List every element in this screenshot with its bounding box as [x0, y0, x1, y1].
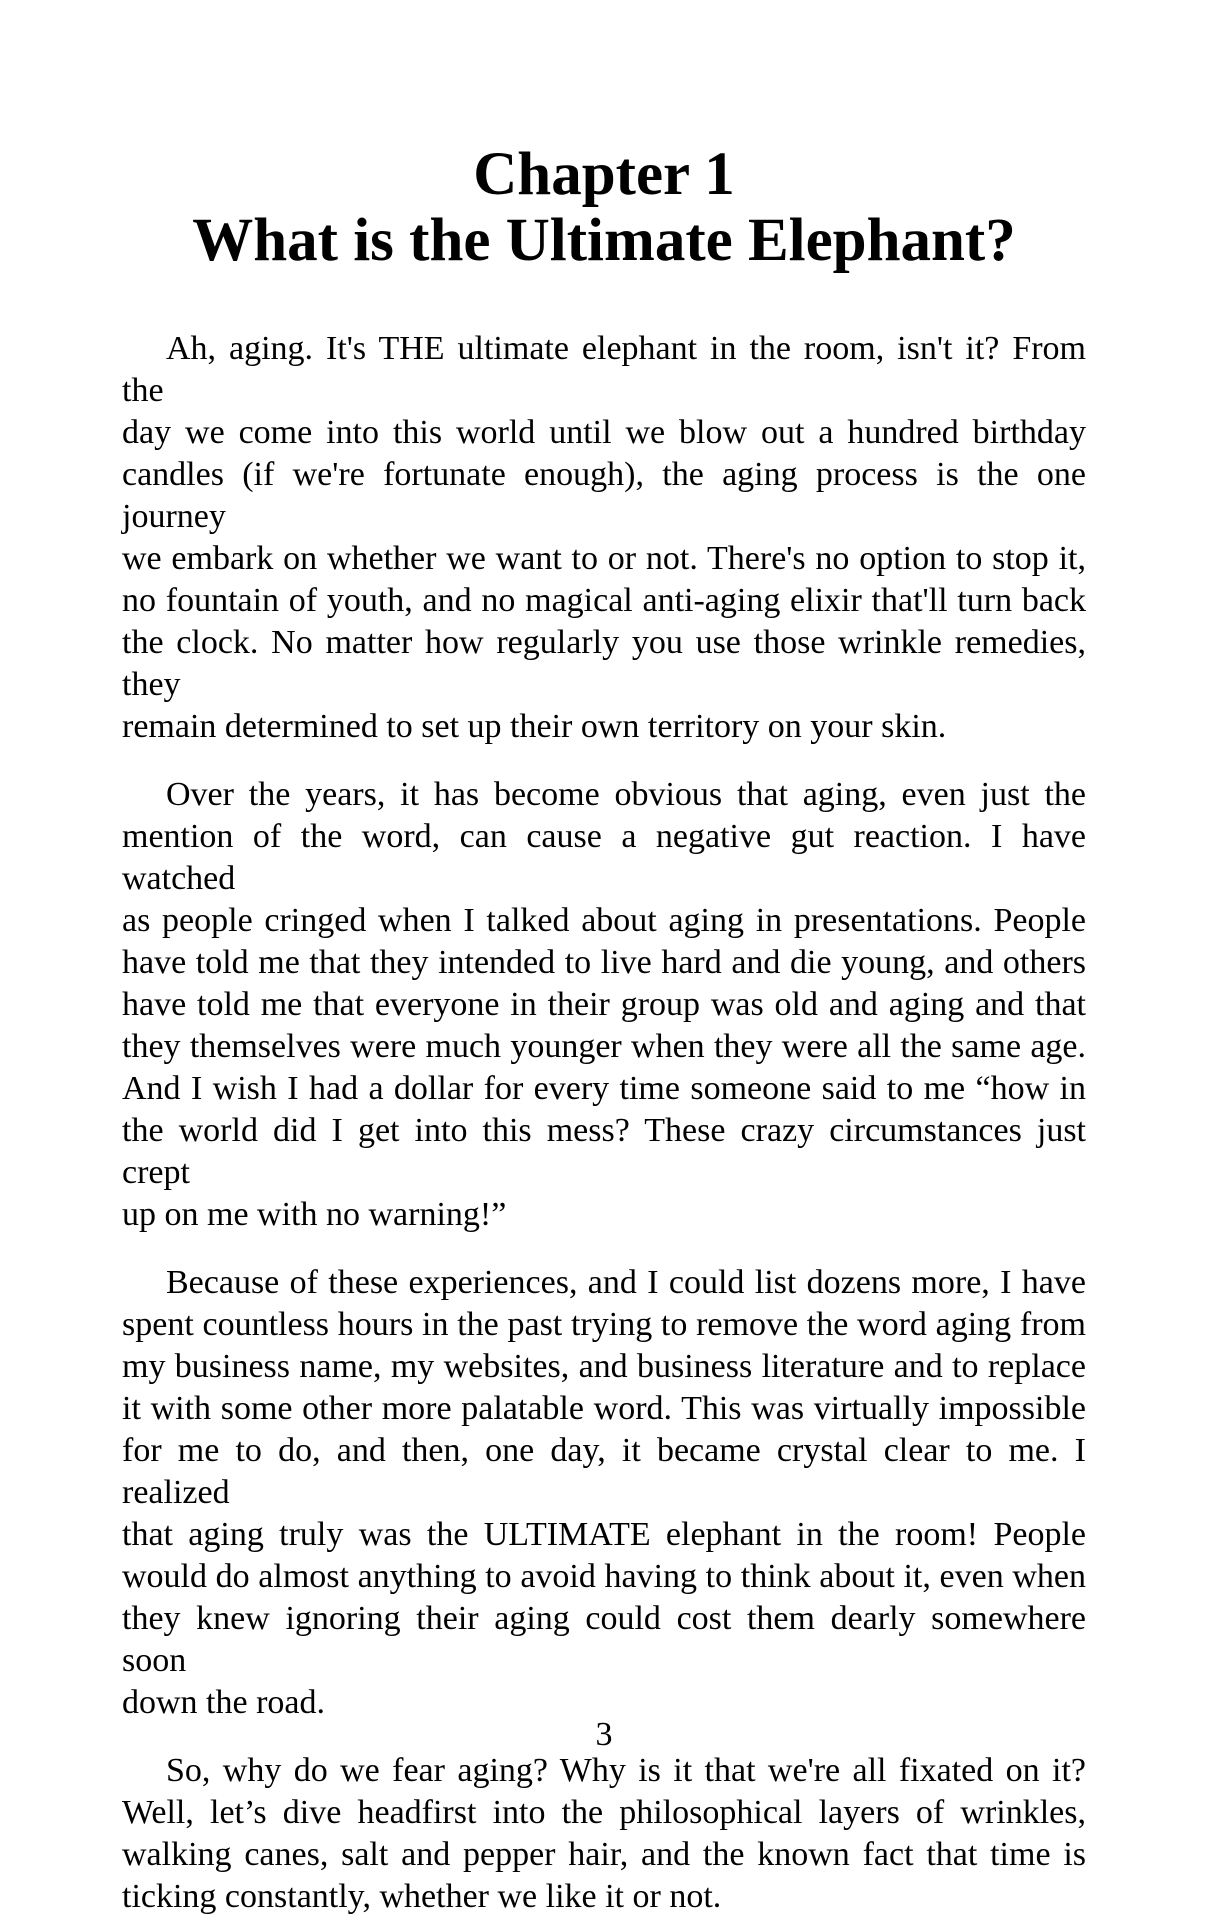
text-line: down the road.	[122, 1684, 326, 1721]
text-line: up on me with no warning!”	[122, 1196, 507, 1233]
text-line: spent countless hours in the past trying to remove the word aging from	[122, 1306, 1086, 1343]
chapter-heading	[122, 0, 1086, 274]
text-line: no fountain of youth, and no magical anti-aging elixir that'll turn back	[122, 582, 1086, 619]
text-line: the clock. No matter how regularly you use those wrinkle remedies, they	[122, 624, 1086, 703]
text-line: have told me that they intended to live hard and die young, and others	[122, 944, 1086, 981]
text-line: it with some other more palatable word. This was virtually impossible	[122, 1390, 1086, 1427]
paragraph	[122, 1262, 1086, 1724]
text-line: have told me that everyone in their group was old and aging and that	[122, 986, 1086, 1023]
text-line: that aging truly was the ULTIMATE elephant in the room! People	[122, 1516, 1086, 1553]
text-line: they knew ignoring their aging could cost them dearly somewhere soon	[122, 1600, 1086, 1679]
text-line: we embark on whether we want to or not. There's no option to stop it,	[122, 540, 1086, 577]
text-line: mention of the word, can cause a negative gut reaction. I have watched	[122, 818, 1086, 897]
page-number: 3	[595, 1716, 613, 1753]
paragraph	[122, 774, 1086, 1236]
chapter-title-text: What is the Ultimate Elephant?	[192, 207, 1016, 274]
text-line: would do almost anything to avoid having to think about it, even when	[122, 1558, 1086, 1595]
text-line: my business name, my websites, and business literature and to replace	[122, 1348, 1086, 1385]
text-line: as people cringed when I talked about aging in presentations. People	[122, 902, 1086, 939]
paragraph	[122, 1750, 1086, 1918]
text-line: walking canes, salt and pepper hair, and the known fact that time is	[122, 1836, 1086, 1873]
chapter-body	[122, 328, 1086, 1918]
text-line: Ah, aging. It's THE ultimate elephant in the room, isn't it? From the	[122, 330, 1086, 409]
text-block	[122, 0, 1086, 1918]
text-line: Because of these experiences, and I could list dozens more, I have	[166, 1264, 1086, 1301]
chapter-number: Chapter 1	[473, 141, 735, 208]
text-line: ticking constantly, whether we like it or not.	[122, 1878, 722, 1915]
text-line: So, why do we fear aging? Why is it that we're all fixated on it?	[166, 1752, 1086, 1789]
text-line: day we come into this world until we blow out a hundred birthday	[122, 414, 1086, 451]
text-line: they themselves were much younger when they were all the same age.	[122, 1028, 1086, 1065]
text-line: for me to do, and then, one day, it became crystal clear to me. I realized	[122, 1432, 1086, 1511]
text-line: remain determined to set up their own territory on your skin.	[122, 708, 947, 745]
text-line: candles (if we're fortunate enough), the aging process is the one journey	[122, 456, 1086, 535]
text-line: And I wish I had a dollar for every time someone said to me “how in	[122, 1070, 1086, 1107]
paragraph	[122, 328, 1086, 748]
text-line: the world did I get into this mess? These crazy circumstances just crept	[122, 1112, 1086, 1191]
text-line: Well, let’s dive headfirst into the philosophical layers of wrinkles,	[122, 1794, 1086, 1831]
text-line: Over the years, it has become obvious that aging, even just the	[166, 776, 1086, 813]
